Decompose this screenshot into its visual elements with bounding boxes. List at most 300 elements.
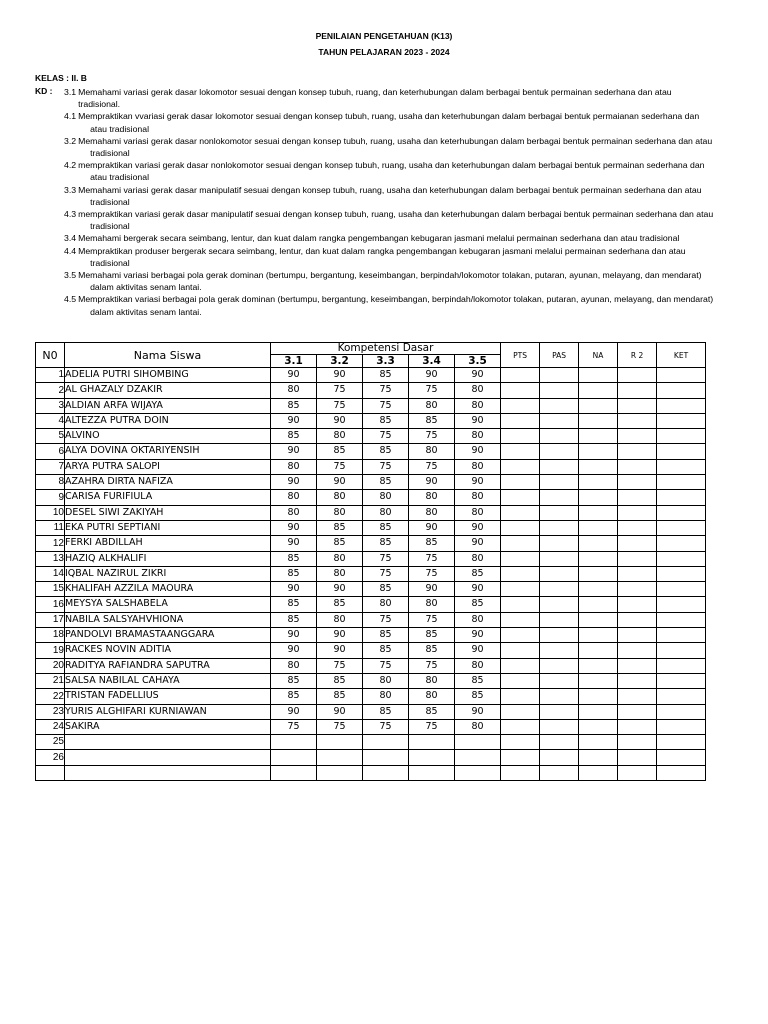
table-row	[36, 658, 706, 673]
score-cell: 85	[363, 475, 409, 490]
pas-cell	[540, 689, 579, 704]
table-row	[36, 398, 706, 413]
score-cell: 75	[317, 383, 363, 398]
pts-cell	[501, 566, 540, 581]
score-cell: 75	[363, 658, 409, 673]
row-number: 10	[36, 505, 65, 520]
pas-cell	[540, 658, 579, 673]
score-cell	[363, 750, 409, 765]
row-number: 24	[36, 719, 65, 734]
score-cell	[317, 735, 363, 750]
pas-cell	[540, 612, 579, 627]
pts-cell	[501, 750, 540, 765]
table-row	[36, 673, 706, 688]
score-cell: 75	[363, 383, 409, 398]
score-cell: 90	[317, 628, 363, 643]
pas-cell	[540, 536, 579, 551]
score-cell: 85	[409, 704, 455, 719]
score-cell: 85	[455, 673, 501, 688]
pts-cell	[501, 704, 540, 719]
score-cell: 90	[317, 368, 363, 383]
score-cell: 80	[455, 612, 501, 627]
pts-cell	[501, 383, 540, 398]
r2-cell	[618, 658, 657, 673]
student-name: AL GHAZALY DZAKIR	[65, 383, 271, 398]
kd-number: 4.2	[64, 160, 77, 171]
kd-description: Memahami variasi gerak dasar nonlokomotor sesuai dengan konsep tubuh, ruang, usaha dan keterhubungan dalam berbagai bentuk permainan sederhana dan atau tradisional	[78, 135, 713, 159]
header-kd-3-5: 3.5	[455, 355, 501, 368]
score-cell: 75	[363, 459, 409, 474]
score-cell: 85	[409, 413, 455, 428]
kd-item	[64, 232, 714, 244]
table-row	[36, 735, 706, 750]
student-name	[65, 765, 271, 780]
score-cell: 85	[271, 673, 317, 688]
pts-cell	[501, 765, 540, 780]
pts-cell	[501, 520, 540, 535]
kd-description: Memahami variasi gerak dasar lokomotor sesuai dengan konsep tubuh, ruang, dan keterhubungan dalam berbagai bentuk permainan sederhana dan atau tradisional.	[78, 87, 672, 110]
student-name: ADELIA PUTRI SIHOMBING	[65, 368, 271, 383]
score-cell: 80	[317, 490, 363, 505]
score-cell: 85	[363, 643, 409, 658]
r2-cell	[618, 368, 657, 383]
table-row	[36, 719, 706, 734]
na-cell	[579, 719, 618, 734]
score-cell: 80	[455, 383, 501, 398]
ket-cell	[657, 368, 706, 383]
student-name: HAZIQ ALKHALIFI	[65, 551, 271, 566]
score-cell: 80	[455, 429, 501, 444]
score-cell: 85	[271, 689, 317, 704]
score-cell: 90	[317, 643, 363, 658]
score-cell	[455, 765, 501, 780]
kd-item	[64, 110, 714, 134]
table-row	[36, 475, 706, 490]
na-cell	[579, 582, 618, 597]
header-pas: PAS	[540, 343, 579, 368]
score-cell: 85	[363, 582, 409, 597]
header-kd-3-3: 3.3	[363, 355, 409, 368]
pts-cell	[501, 582, 540, 597]
score-cell: 85	[271, 612, 317, 627]
score-cell: 90	[317, 582, 363, 597]
score-cell: 90	[455, 413, 501, 428]
table-row	[36, 383, 706, 398]
score-cell: 80	[409, 398, 455, 413]
pts-cell	[501, 719, 540, 734]
kd-item	[64, 269, 714, 293]
table-row	[36, 459, 706, 474]
score-cell: 80	[455, 658, 501, 673]
table-row	[36, 689, 706, 704]
pts-cell	[501, 490, 540, 505]
row-number	[36, 765, 65, 780]
r2-cell	[618, 490, 657, 505]
pts-cell	[501, 444, 540, 459]
score-cell: 80	[271, 658, 317, 673]
student-name: DESEL SIWI ZAKIYAH	[65, 505, 271, 520]
score-cell: 90	[455, 704, 501, 719]
student-name: NABILA SALSYAHVHIONA	[65, 612, 271, 627]
score-cell	[317, 750, 363, 765]
score-cell: 75	[317, 398, 363, 413]
score-cell: 85	[317, 520, 363, 535]
student-name: AZAHRA DIRTA NAFIZA	[65, 475, 271, 490]
score-cell: 75	[409, 383, 455, 398]
student-name: ALVINO	[65, 429, 271, 444]
r2-cell	[618, 444, 657, 459]
class-label: KELAS : II. B	[35, 73, 87, 83]
header-ket: KET	[657, 343, 706, 368]
pts-cell	[501, 735, 540, 750]
kd-number: 3.1	[64, 87, 77, 97]
ket-cell	[657, 719, 706, 734]
score-cell: 80	[363, 505, 409, 520]
kd-number: 4.4	[64, 245, 77, 256]
r2-cell	[618, 398, 657, 413]
score-cell: 85	[271, 597, 317, 612]
score-cell: 85	[271, 398, 317, 413]
table-row	[36, 750, 706, 765]
kd-item	[64, 159, 714, 183]
pts-cell	[501, 673, 540, 688]
ket-cell	[657, 490, 706, 505]
score-cell: 90	[317, 704, 363, 719]
score-cell	[317, 765, 363, 780]
score-cell: 85	[317, 444, 363, 459]
table-row	[36, 597, 706, 612]
header-na: NA	[579, 343, 618, 368]
pas-cell	[540, 628, 579, 643]
pts-cell	[501, 597, 540, 612]
student-name: MEYSYA SALSHABELA	[65, 597, 271, 612]
na-cell	[579, 597, 618, 612]
score-cell: 80	[317, 429, 363, 444]
pas-cell	[540, 368, 579, 383]
ket-cell	[657, 505, 706, 520]
kd-number: 4.3	[64, 209, 77, 220]
pts-cell	[501, 612, 540, 627]
row-number: 8	[36, 475, 65, 490]
score-cell: 85	[317, 536, 363, 551]
table-row	[36, 505, 706, 520]
score-cell: 85	[317, 673, 363, 688]
score-cell: 90	[455, 520, 501, 535]
student-name	[65, 750, 271, 765]
student-name: ALTEZZA PUTRA DOIN	[65, 413, 271, 428]
table-row	[36, 612, 706, 627]
na-cell	[579, 475, 618, 490]
score-cell: 85	[363, 520, 409, 535]
score-cell: 85	[409, 536, 455, 551]
score-cell: 90	[455, 475, 501, 490]
ket-cell	[657, 475, 706, 490]
score-cell	[363, 765, 409, 780]
na-cell	[579, 673, 618, 688]
score-cell: 85	[409, 628, 455, 643]
r2-cell	[618, 719, 657, 734]
kd-item	[64, 208, 714, 232]
table-row	[36, 490, 706, 505]
kd-label: KD :	[35, 86, 53, 96]
row-number: 2	[36, 383, 65, 398]
score-cell: 80	[271, 383, 317, 398]
ket-cell	[657, 643, 706, 658]
pas-cell	[540, 597, 579, 612]
score-cell: 80	[455, 505, 501, 520]
pas-cell	[540, 750, 579, 765]
pts-cell	[501, 413, 540, 428]
score-cell: 75	[363, 612, 409, 627]
pas-cell	[540, 383, 579, 398]
score-cell	[271, 765, 317, 780]
na-cell	[579, 383, 618, 398]
score-cell: 75	[409, 459, 455, 474]
ket-cell	[657, 536, 706, 551]
table-row	[36, 413, 706, 428]
score-cell: 90	[271, 582, 317, 597]
kd-description: Memahami variasi gerak dasar manipulatif sesuai dengan konsep tubuh, ruang, usaha dan keterhubungan dalam berbagai bentuk permainan sederhana dan atau tradisional	[78, 184, 702, 207]
pts-cell	[501, 643, 540, 658]
kd-number: 4.1	[64, 111, 77, 122]
score-cell: 85	[455, 597, 501, 612]
na-cell	[579, 704, 618, 719]
pas-cell	[540, 566, 579, 581]
header-kd-3-2: 3.2	[317, 355, 363, 368]
header-kd-3-1: 3.1	[271, 355, 317, 368]
score-cell: 85	[455, 566, 501, 581]
pts-cell	[501, 551, 540, 566]
pas-cell	[540, 475, 579, 490]
kd-number: 3.5	[64, 270, 77, 281]
score-cell: 90	[271, 628, 317, 643]
r2-cell	[618, 704, 657, 719]
table-row	[36, 765, 706, 780]
na-cell	[579, 368, 618, 383]
student-name: KHALIFAH AZZILA MAOURA	[65, 582, 271, 597]
score-cell	[455, 735, 501, 750]
row-number: 6	[36, 444, 65, 459]
score-cell: 90	[271, 413, 317, 428]
ket-cell	[657, 383, 706, 398]
pas-cell	[540, 413, 579, 428]
score-cell: 85	[317, 689, 363, 704]
student-name: RACKES NOVIN ADITIA	[65, 643, 271, 658]
ket-cell	[657, 566, 706, 581]
row-number: 11	[36, 520, 65, 535]
pts-cell	[501, 398, 540, 413]
score-cell: 85	[363, 444, 409, 459]
score-cell: 80	[409, 673, 455, 688]
score-cell: 80	[409, 689, 455, 704]
row-number: 13	[36, 551, 65, 566]
r2-cell	[618, 612, 657, 627]
na-cell	[579, 536, 618, 551]
ket-cell	[657, 551, 706, 566]
pts-cell	[501, 628, 540, 643]
score-cell: 80	[455, 719, 501, 734]
score-cell: 80	[455, 398, 501, 413]
row-number: 16	[36, 597, 65, 612]
table-row	[36, 704, 706, 719]
score-cell: 90	[271, 536, 317, 551]
score-cell: 80	[409, 597, 455, 612]
kd-number: 3.3	[64, 184, 77, 195]
r2-cell	[618, 765, 657, 780]
score-cell: 80	[271, 490, 317, 505]
r2-cell	[618, 689, 657, 704]
score-cell: 80	[317, 505, 363, 520]
score-cell: 75	[363, 566, 409, 581]
na-cell	[579, 551, 618, 566]
table-row	[36, 368, 706, 383]
score-cell: 80	[455, 459, 501, 474]
table-row	[36, 520, 706, 535]
na-cell	[579, 459, 618, 474]
score-cell	[271, 735, 317, 750]
pas-cell	[540, 505, 579, 520]
r2-cell	[618, 566, 657, 581]
score-cell: 75	[409, 429, 455, 444]
table-row	[36, 536, 706, 551]
score-cell: 90	[271, 444, 317, 459]
kd-item	[64, 293, 714, 317]
r2-cell	[618, 536, 657, 551]
pas-cell	[540, 643, 579, 658]
score-cell: 85	[363, 704, 409, 719]
student-name: FERKI ABDILLAH	[65, 536, 271, 551]
score-cell: 75	[363, 398, 409, 413]
score-cell: 85	[363, 628, 409, 643]
kd-item	[64, 135, 714, 159]
kd-description: Memahami bergerak secara seimbang, lentur, dan kuat dalam rangka pengembangan kebugaran jasmani melalui permainan sederhana dan atau tradisional	[78, 233, 680, 244]
row-number: 7	[36, 459, 65, 474]
kd-item	[64, 86, 714, 110]
kd-description: Mempraktikan vvariasi gerak dasar lokomotor sesuai dengan konsep tubuh, ruang, usaha dan keterhubungan dalam berbagai bentuk permaianan sederhana dan atau tradisional	[78, 111, 700, 134]
row-number: 14	[36, 566, 65, 581]
header-no: N0	[36, 343, 65, 368]
row-number: 19	[36, 643, 65, 658]
ket-cell	[657, 459, 706, 474]
pts-cell	[501, 429, 540, 444]
score-cell: 90	[271, 643, 317, 658]
score-cell: 90	[455, 643, 501, 658]
student-name: SAKIRA	[65, 719, 271, 734]
pas-cell	[540, 704, 579, 719]
row-number: 4	[36, 413, 65, 428]
score-cell	[409, 750, 455, 765]
score-cell: 85	[363, 536, 409, 551]
score-cell: 80	[409, 490, 455, 505]
ket-cell	[657, 735, 706, 750]
student-name: IQBAL NAZIRUL ZIKRI	[65, 566, 271, 581]
kd-item	[64, 184, 714, 208]
score-cell: 80	[317, 612, 363, 627]
ket-cell	[657, 628, 706, 643]
table-row	[36, 429, 706, 444]
pas-cell	[540, 398, 579, 413]
table-row	[36, 444, 706, 459]
row-number: 12	[36, 536, 65, 551]
score-cell: 75	[317, 459, 363, 474]
pas-cell	[540, 765, 579, 780]
ket-cell	[657, 413, 706, 428]
score-cell: 90	[271, 368, 317, 383]
student-name: PANDOLVI BRAMASTAANGGARA	[65, 628, 271, 643]
row-number: 17	[36, 612, 65, 627]
school-year: TAHUN PELAJARAN 2023 - 2024	[318, 47, 450, 57]
pts-cell	[501, 689, 540, 704]
pas-cell	[540, 735, 579, 750]
score-cell: 80	[455, 551, 501, 566]
score-cell: 75	[363, 719, 409, 734]
ket-cell	[657, 673, 706, 688]
score-cell: 90	[455, 536, 501, 551]
score-cell: 85	[409, 643, 455, 658]
r2-cell	[618, 383, 657, 398]
kd-number: 3.4	[64, 233, 77, 244]
na-cell	[579, 750, 618, 765]
r2-cell	[618, 628, 657, 643]
score-cell: 90	[455, 444, 501, 459]
pas-cell	[540, 459, 579, 474]
r2-cell	[618, 413, 657, 428]
score-cell: 85	[271, 566, 317, 581]
row-number: 3	[36, 398, 65, 413]
row-number: 25	[36, 735, 65, 750]
na-cell	[579, 505, 618, 520]
header-kd-3-4: 3.4	[409, 355, 455, 368]
score-cell: 80	[317, 566, 363, 581]
score-cell: 85	[271, 429, 317, 444]
score-cell: 75	[409, 612, 455, 627]
score-cell: 90	[317, 475, 363, 490]
na-cell	[579, 628, 618, 643]
score-cell: 90	[271, 475, 317, 490]
na-cell	[579, 612, 618, 627]
score-cell: 85	[455, 689, 501, 704]
pts-cell	[501, 475, 540, 490]
score-cell	[455, 750, 501, 765]
r2-cell	[618, 750, 657, 765]
r2-cell	[618, 459, 657, 474]
row-number: 22	[36, 689, 65, 704]
r2-cell	[618, 582, 657, 597]
document-title: PENILAIAN PENGETAHUAN (K13)	[315, 31, 453, 41]
na-cell	[579, 566, 618, 581]
score-cell: 75	[363, 429, 409, 444]
na-cell	[579, 643, 618, 658]
pas-cell	[540, 551, 579, 566]
score-cell: 80	[455, 490, 501, 505]
score-cell: 80	[317, 551, 363, 566]
pts-cell	[501, 368, 540, 383]
pas-cell	[540, 444, 579, 459]
score-cell: 75	[409, 566, 455, 581]
student-name: EKA PUTRI SEPTIANI	[65, 520, 271, 535]
kd-number: 4.5	[64, 294, 77, 305]
r2-cell	[618, 643, 657, 658]
grades-table	[35, 342, 706, 781]
pts-cell	[501, 459, 540, 474]
student-name: SALSA NABILAL CAHAYA	[65, 673, 271, 688]
score-cell: 80	[271, 459, 317, 474]
score-cell: 75	[409, 658, 455, 673]
kd-item	[64, 245, 714, 269]
row-number: 9	[36, 490, 65, 505]
na-cell	[579, 520, 618, 535]
student-name: CARISA FURIFIULA	[65, 490, 271, 505]
